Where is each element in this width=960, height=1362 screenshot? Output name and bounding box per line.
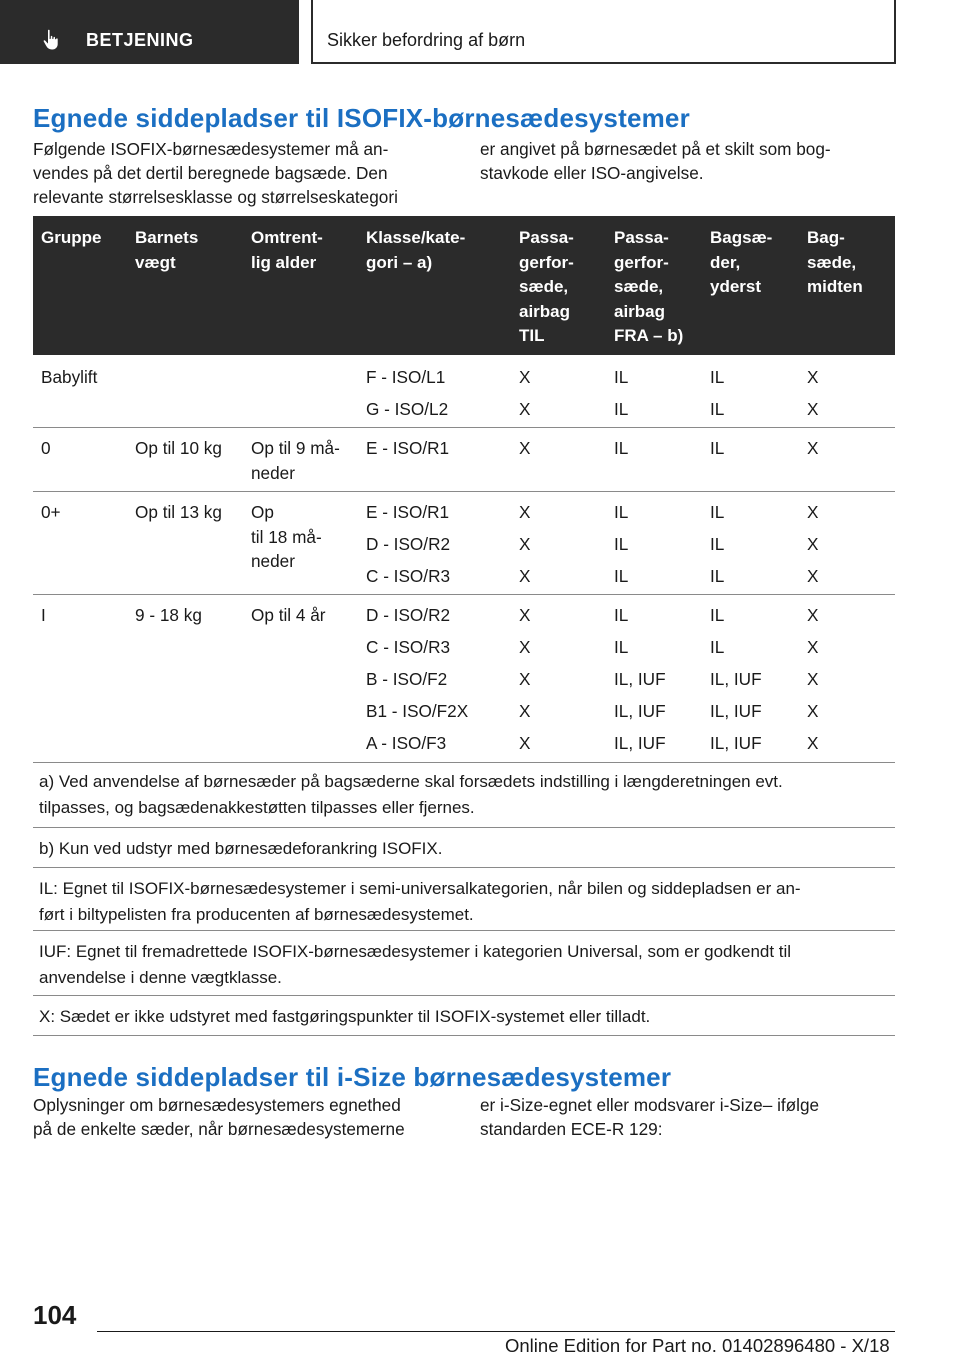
table-cell: X: [807, 637, 819, 657]
intro-text-col1: [33, 137, 473, 209]
column-header-line: yderst: [710, 277, 762, 296]
table-cell: X: [807, 701, 819, 721]
column-header: [41, 226, 101, 251]
weight-cell: 9 - 18 kg: [135, 605, 202, 625]
table-cell: IL, IUF: [614, 701, 666, 721]
table-cell: X: [807, 669, 819, 689]
column-header-line: sæde,: [807, 252, 857, 272]
text-line: relevante størrelsesklasse og størrelseskategori: [33, 187, 398, 207]
section-label: BETJENING: [86, 30, 194, 50]
column-header-line: airbag: [614, 301, 666, 321]
column-header: [366, 226, 465, 275]
footnote-line: a) Ved anvendelse af børnesæder på bagsæderne skal forsædets indstilling i længderetningen evt.: [39, 772, 783, 791]
footnote-line: IL: Egnet til ISOFIX-børnesædesystemer i semi-universalkategorien, når bilen og siddepladsen er an-: [39, 879, 801, 898]
table-cell: IL: [614, 605, 629, 625]
table-cell: IL, IUF: [614, 733, 666, 753]
table-cell: IL, IUF: [614, 669, 666, 689]
column-header-line: sæde,: [614, 277, 664, 296]
table-cell: X: [807, 733, 819, 753]
table-cell: X: [519, 701, 531, 721]
footnote: [39, 939, 889, 991]
text-line: er angivet på børnesædet på et skilt som bog-: [480, 139, 831, 159]
age-cell: neder: [251, 551, 295, 571]
table-cell: IL: [614, 637, 629, 657]
table-cell: B - ISO/F2: [366, 669, 448, 689]
footnote-line: anvendelse i denne vægtklasse.: [39, 968, 282, 987]
column-header-line: gori – a): [366, 252, 433, 272]
table-cell: D - ISO/R2: [366, 534, 451, 554]
age-cell: Op til 9 må-: [251, 438, 340, 458]
isize-text-col2: [480, 1093, 920, 1141]
table-cell: X: [519, 502, 531, 522]
column-header-line: Omtrent-: [251, 228, 323, 247]
column-header-line: Gruppe: [41, 228, 102, 247]
table-cell: X: [519, 399, 531, 419]
table-cell: C - ISO/R3: [366, 566, 451, 586]
table-cell: IL: [614, 438, 629, 458]
footer-rule: [97, 1331, 895, 1332]
row-divider: [33, 594, 895, 595]
column-header-line: Bagsæ-: [710, 228, 773, 247]
section-heading-isize: Egnede siddepladser til i-Size børnesædesystemer: [33, 1062, 672, 1092]
table-cell: X: [519, 669, 531, 689]
table-cell: IL: [710, 566, 725, 586]
table-cell: X: [519, 605, 531, 625]
text-line: standarden ECE-R 129:: [480, 1119, 663, 1139]
footnote-line: ført i biltypelisten fra producenten af børnesædesystemet.: [39, 905, 474, 924]
column-header-line: Passa-: [519, 228, 574, 247]
column-header-line: Barnets: [135, 228, 199, 247]
table-cell: X: [519, 367, 531, 387]
table-cell: D - ISO/R2: [366, 605, 451, 625]
column-header: [614, 226, 683, 349]
column-header: [710, 226, 772, 300]
table-cell: X: [807, 399, 819, 419]
column-header: [251, 226, 323, 275]
column-header-line: gerfor-: [614, 252, 669, 272]
text-line: stavkode eller ISO-angivelse.: [480, 163, 704, 183]
footnote: [39, 769, 889, 821]
group-cell: Babylift: [41, 367, 98, 387]
edition-text: Online Edition for Part no. 01402896480 - X/18: [505, 1335, 890, 1356]
age-cell: til 18 må-: [251, 526, 322, 547]
note-divider: [33, 827, 895, 828]
table-cell: X: [807, 438, 819, 458]
table-cell: IL: [614, 502, 629, 522]
hand-pointer-icon: [40, 28, 64, 52]
column-header-line: airbag: [519, 301, 571, 321]
footnote: [39, 1004, 889, 1030]
age-cell: Op: [251, 502, 274, 522]
row-divider: [33, 762, 895, 763]
note-divider: [33, 867, 895, 868]
table-cell: X: [519, 566, 531, 586]
column-header-line: midten: [807, 277, 863, 296]
table-cell: IL: [614, 399, 629, 419]
weight-cell: Op til 10 kg: [135, 438, 222, 458]
table-cell: IL: [710, 605, 725, 625]
table-cell: IL: [710, 534, 725, 554]
table-cell: X: [807, 566, 819, 586]
column-header: [135, 226, 198, 275]
column-header-line: gerfor-: [519, 252, 574, 272]
isize-text-col1: [33, 1093, 473, 1141]
age-cell: Op til 4 år: [251, 605, 326, 625]
table-cell: X: [519, 534, 531, 554]
chapter-title: Sikker befordring af børn: [327, 30, 526, 50]
row-divider: [33, 427, 895, 428]
group-cell: 0: [41, 438, 51, 458]
footnote: [39, 836, 889, 862]
chapter-tab: [0, 0, 299, 64]
intro-text-col2: [480, 137, 920, 185]
table-cell: X: [519, 637, 531, 657]
table-cell: IL: [710, 367, 725, 387]
note-divider: [33, 995, 895, 996]
column-header-line: Passa-: [614, 228, 669, 247]
note-divider: [33, 930, 895, 931]
table-header: [33, 216, 895, 355]
table-cell: E - ISO/R1: [366, 502, 450, 522]
table-cell: X: [519, 733, 531, 753]
column-header-line: TIL: [519, 326, 545, 345]
text-line: vendes på det dertil beregnede bagsæde. Den: [33, 163, 388, 183]
text-line: Oplysninger om børnesædesystemers egnethed: [33, 1095, 401, 1115]
chapter-header: [311, 0, 896, 64]
table-cell: IL: [614, 566, 629, 586]
section-heading-isofix: Egnede siddepladser til ISOFIX-børnesædesystemer: [33, 103, 690, 133]
text-line: på de enkelte sæder, når børnesædesystemerne: [33, 1119, 405, 1139]
row-divider: [33, 491, 895, 492]
group-cell: 0+: [41, 502, 61, 522]
table-cell: IL: [710, 399, 725, 419]
table-cell: E - ISO/R1: [366, 438, 450, 458]
table-cell: IL: [710, 438, 725, 458]
table-cell: C - ISO/R3: [366, 637, 451, 657]
footnote-line: b) Kun ved udstyr med børnesædeforankring ISOFIX.: [39, 839, 443, 858]
table-cell: X: [807, 367, 819, 387]
column-header: [807, 226, 863, 300]
table-cell: A - ISO/F3: [366, 733, 447, 753]
column-header-line: vægt: [135, 252, 176, 272]
text-line: er i-Size-egnet eller modsvarer i-Size– ifølge: [480, 1095, 820, 1115]
footnote-line: tilpasses, og bagsædenakkestøtten tilpasses eller fjernes.: [39, 798, 475, 817]
table-cell: X: [519, 438, 531, 458]
column-header-line: Bag-: [807, 228, 845, 247]
footnote-line: IUF: Egnet til fremadrettede ISOFIX-børnesædesystemer i kategorien Universal, som er godkendt til: [39, 942, 792, 961]
table-cell: IL, IUF: [710, 733, 762, 753]
table-cell: IL: [710, 637, 725, 657]
table-cell: B1 - ISO/F2X: [366, 701, 469, 721]
table-cell: G - ISO/L2: [366, 399, 449, 419]
column-header-line: FRA – b): [614, 326, 684, 345]
note-divider: [33, 1035, 895, 1036]
page-number: 104: [33, 1300, 77, 1330]
table-cell: F - ISO/L1: [366, 367, 446, 387]
table-cell: X: [807, 605, 819, 625]
footnote-line: X: Sædet er ikke udstyret med fastgøringspunkter til ISOFIX-systemet eller tilladt.: [39, 1007, 651, 1026]
group-cell: I: [41, 605, 46, 625]
table-cell: IL: [614, 367, 629, 387]
table-cell: IL: [710, 502, 725, 522]
table-cell: X: [807, 502, 819, 522]
footnote: [39, 876, 889, 928]
weight-cell: Op til 13 kg: [135, 502, 222, 522]
column-header-line: sæde,: [519, 277, 569, 296]
age-cell: neder: [251, 462, 295, 483]
column-header-line: lig alder: [251, 252, 317, 272]
table-cell: IL, IUF: [710, 669, 762, 689]
text-line: Følgende ISOFIX-børnesædesystemer må an-: [33, 139, 389, 159]
column-header: [519, 226, 574, 349]
column-header-line: der,: [710, 252, 741, 272]
column-header-line: Klasse/kate-: [366, 228, 466, 247]
table-cell: X: [807, 534, 819, 554]
table-cell: IL, IUF: [710, 701, 762, 721]
table-cell: IL: [614, 534, 629, 554]
